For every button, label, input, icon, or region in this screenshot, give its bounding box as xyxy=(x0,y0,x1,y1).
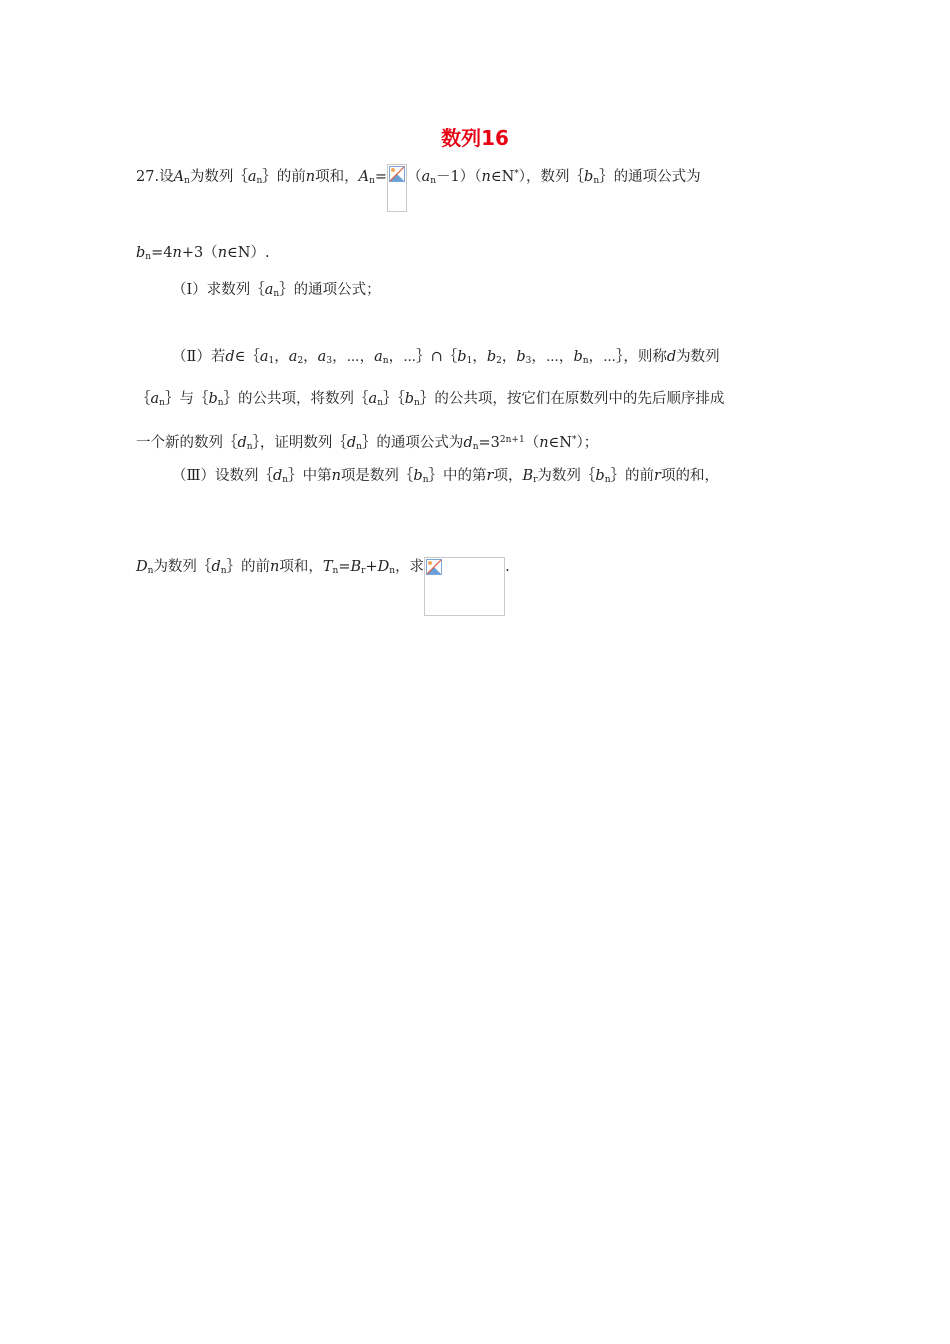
problem-line-1: 27.设$A_n$为数列$\{a_n\}$的前n项和，$A_n=$ $(a_n-1)(n\in N^*)$，数列$\{b_n\}$的通项公式为 xyxy=(136,164,701,212)
broken-image-icon xyxy=(424,557,505,616)
problem-number: 27. xyxy=(136,169,160,185)
part-2-line-2: $\{a_n\}$与$\{b_n\}$的公共项，将数列$\{a_n\}\{b_n\}$的公共项，按它们在原数列中的先后顺序排成 xyxy=(136,391,725,408)
part-1: （Ⅰ）求数列$\{a_n\}$的通项公式； xyxy=(172,282,381,299)
image-placeholder-icon xyxy=(388,165,406,185)
part-2-line-3: 一个新的数列$\{d_n\}$，证明数列$\{d_n\}$的通项公式为$d_n=3^{2n+1}(n\in N^*)$； xyxy=(136,435,599,452)
page-title: 数列16 xyxy=(441,126,509,150)
image-placeholder-icon xyxy=(425,558,443,578)
problem-line-2: $b_n=4n+3(n\in N)$. xyxy=(136,245,270,262)
broken-image-icon xyxy=(387,164,407,212)
part-3-line-1: （Ⅲ）设数列$\{d_n\}$中第n项是数列$\{b_n\}$中的第r项，$B_r$为数列$\{b_n\}$的前r项的和， xyxy=(172,468,719,485)
part-3-line-2: $D_n$为数列$\{d_n\}$的前n项和，$T_n=B_r+D_n$，求 . xyxy=(136,557,510,616)
part-2-line-1: （Ⅱ）若$d\in\{a_1$，$a_2$，$a_3$，⋯，$a_n$，$\cdots\}\cap\{b_1$，$b_2$，$b_3$，⋯，$b_n$，⋯｝，则称d为数列 xyxy=(172,349,720,366)
